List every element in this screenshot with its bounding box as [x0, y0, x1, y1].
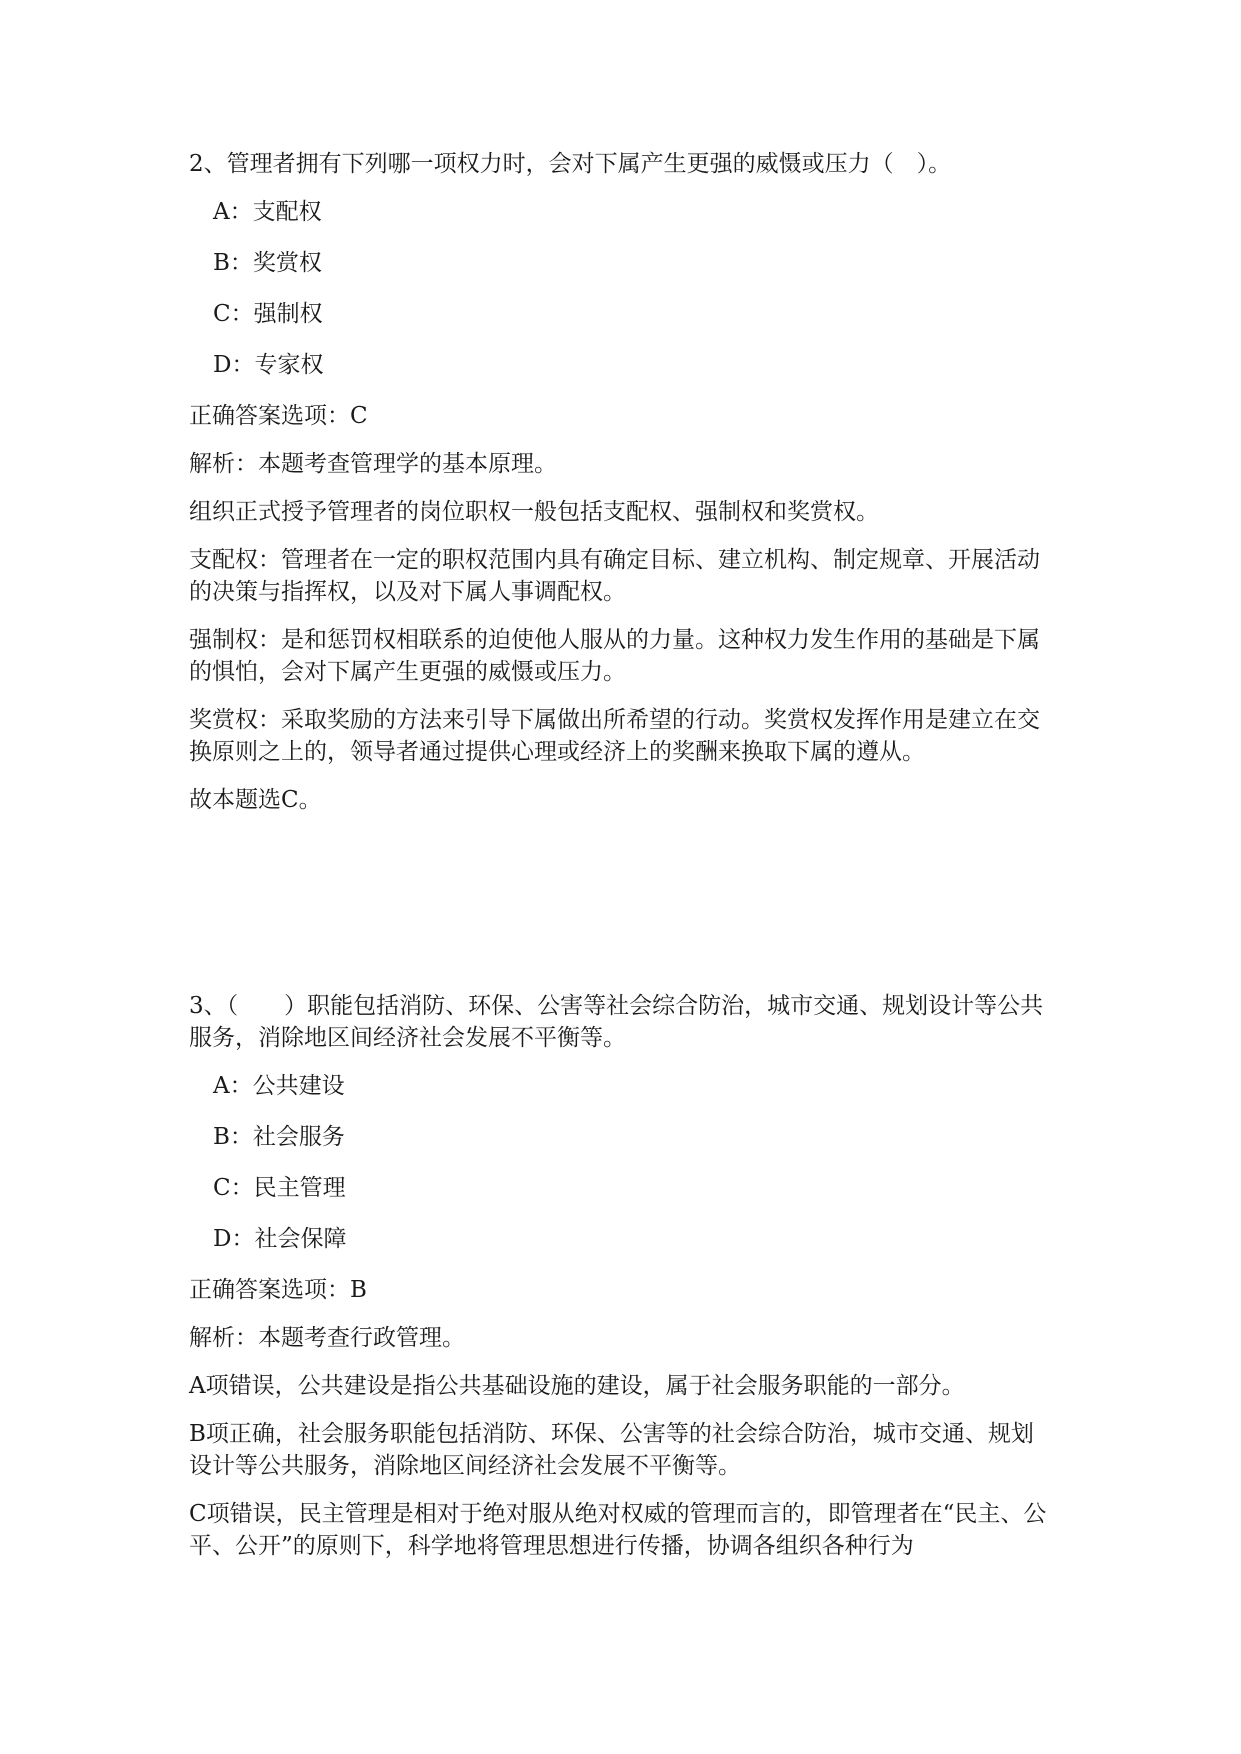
- correct-answer: 正确答案选项：B: [189, 1277, 367, 1303]
- analysis-paragraph: 解析：本题考查管理学的基本原理。: [189, 451, 557, 477]
- analysis-paragraph: C项错误，民主管理是相对于绝对服从绝对权威的管理而言的，即管理者在“民主、公平、公开”的原则下，科学地将管理思想进行传播，协调各组织各种行为: [189, 1501, 1047, 1559]
- question-stem: 2、管理者拥有下列哪一项权力时，会对下属产生更强的威慑或压力（ ）。: [189, 151, 952, 177]
- option-c: C：民主管理: [213, 1175, 346, 1201]
- correct-answer: 正确答案选项：C: [189, 403, 368, 429]
- option-d: D：专家权: [213, 352, 324, 378]
- option-d: D：社会保障: [213, 1226, 347, 1252]
- analysis-paragraph: 组织正式授予管理者的岗位职权一般包括支配权、强制权和奖赏权。: [189, 499, 879, 525]
- question-2: [189, 148, 1049, 832]
- analysis-paragraph: 奖赏权：采取奖励的方法来引导下属做出所希望的行动。奖赏权发挥作用是建立在交换原则之上的，领导者通过提供心理或经济上的奖酬来换取下属的遵从。: [189, 707, 1040, 765]
- analysis-paragraph: A项错误，公共建设是指公共基础设施的建设，属于社会服务职能的一部分。: [189, 1373, 965, 1399]
- question-stem: 3、（ ）职能包括消防、环保、公害等社会综合防治，城市交通、规划设计等公共服务，消除地区间经济社会发展不平衡等。: [189, 993, 1044, 1051]
- option-a: A：支配权: [213, 199, 322, 225]
- analysis-paragraph: 强制权：是和惩罚权相联系的迫使他人服从的力量。这种权力发生作用的基础是下属的惧怕，会对下属产生更强的威慑或压力。: [189, 627, 1040, 685]
- option-c: C：强制权: [213, 301, 323, 327]
- analysis-paragraph: 解析：本题考查行政管理。: [189, 1325, 465, 1351]
- analysis-conclusion: 故本题选C。: [189, 787, 322, 813]
- analysis-paragraph: B项正确，社会服务职能包括消防、环保、公害等的社会综合防治，城市交通、规划设计等公共服务，消除地区间经济社会发展不平衡等。: [189, 1421, 1034, 1479]
- analysis-paragraph: 支配权：管理者在一定的职权范围内具有确定目标、建立机构、制定规章、开展活动的决策与指挥权，以及对下属人事调配权。: [189, 547, 1040, 605]
- option-b: B：社会服务: [213, 1124, 345, 1150]
- option-a: A：公共建设: [213, 1073, 345, 1099]
- question-3: [189, 990, 1049, 1578]
- option-b: B：奖赏权: [213, 250, 322, 276]
